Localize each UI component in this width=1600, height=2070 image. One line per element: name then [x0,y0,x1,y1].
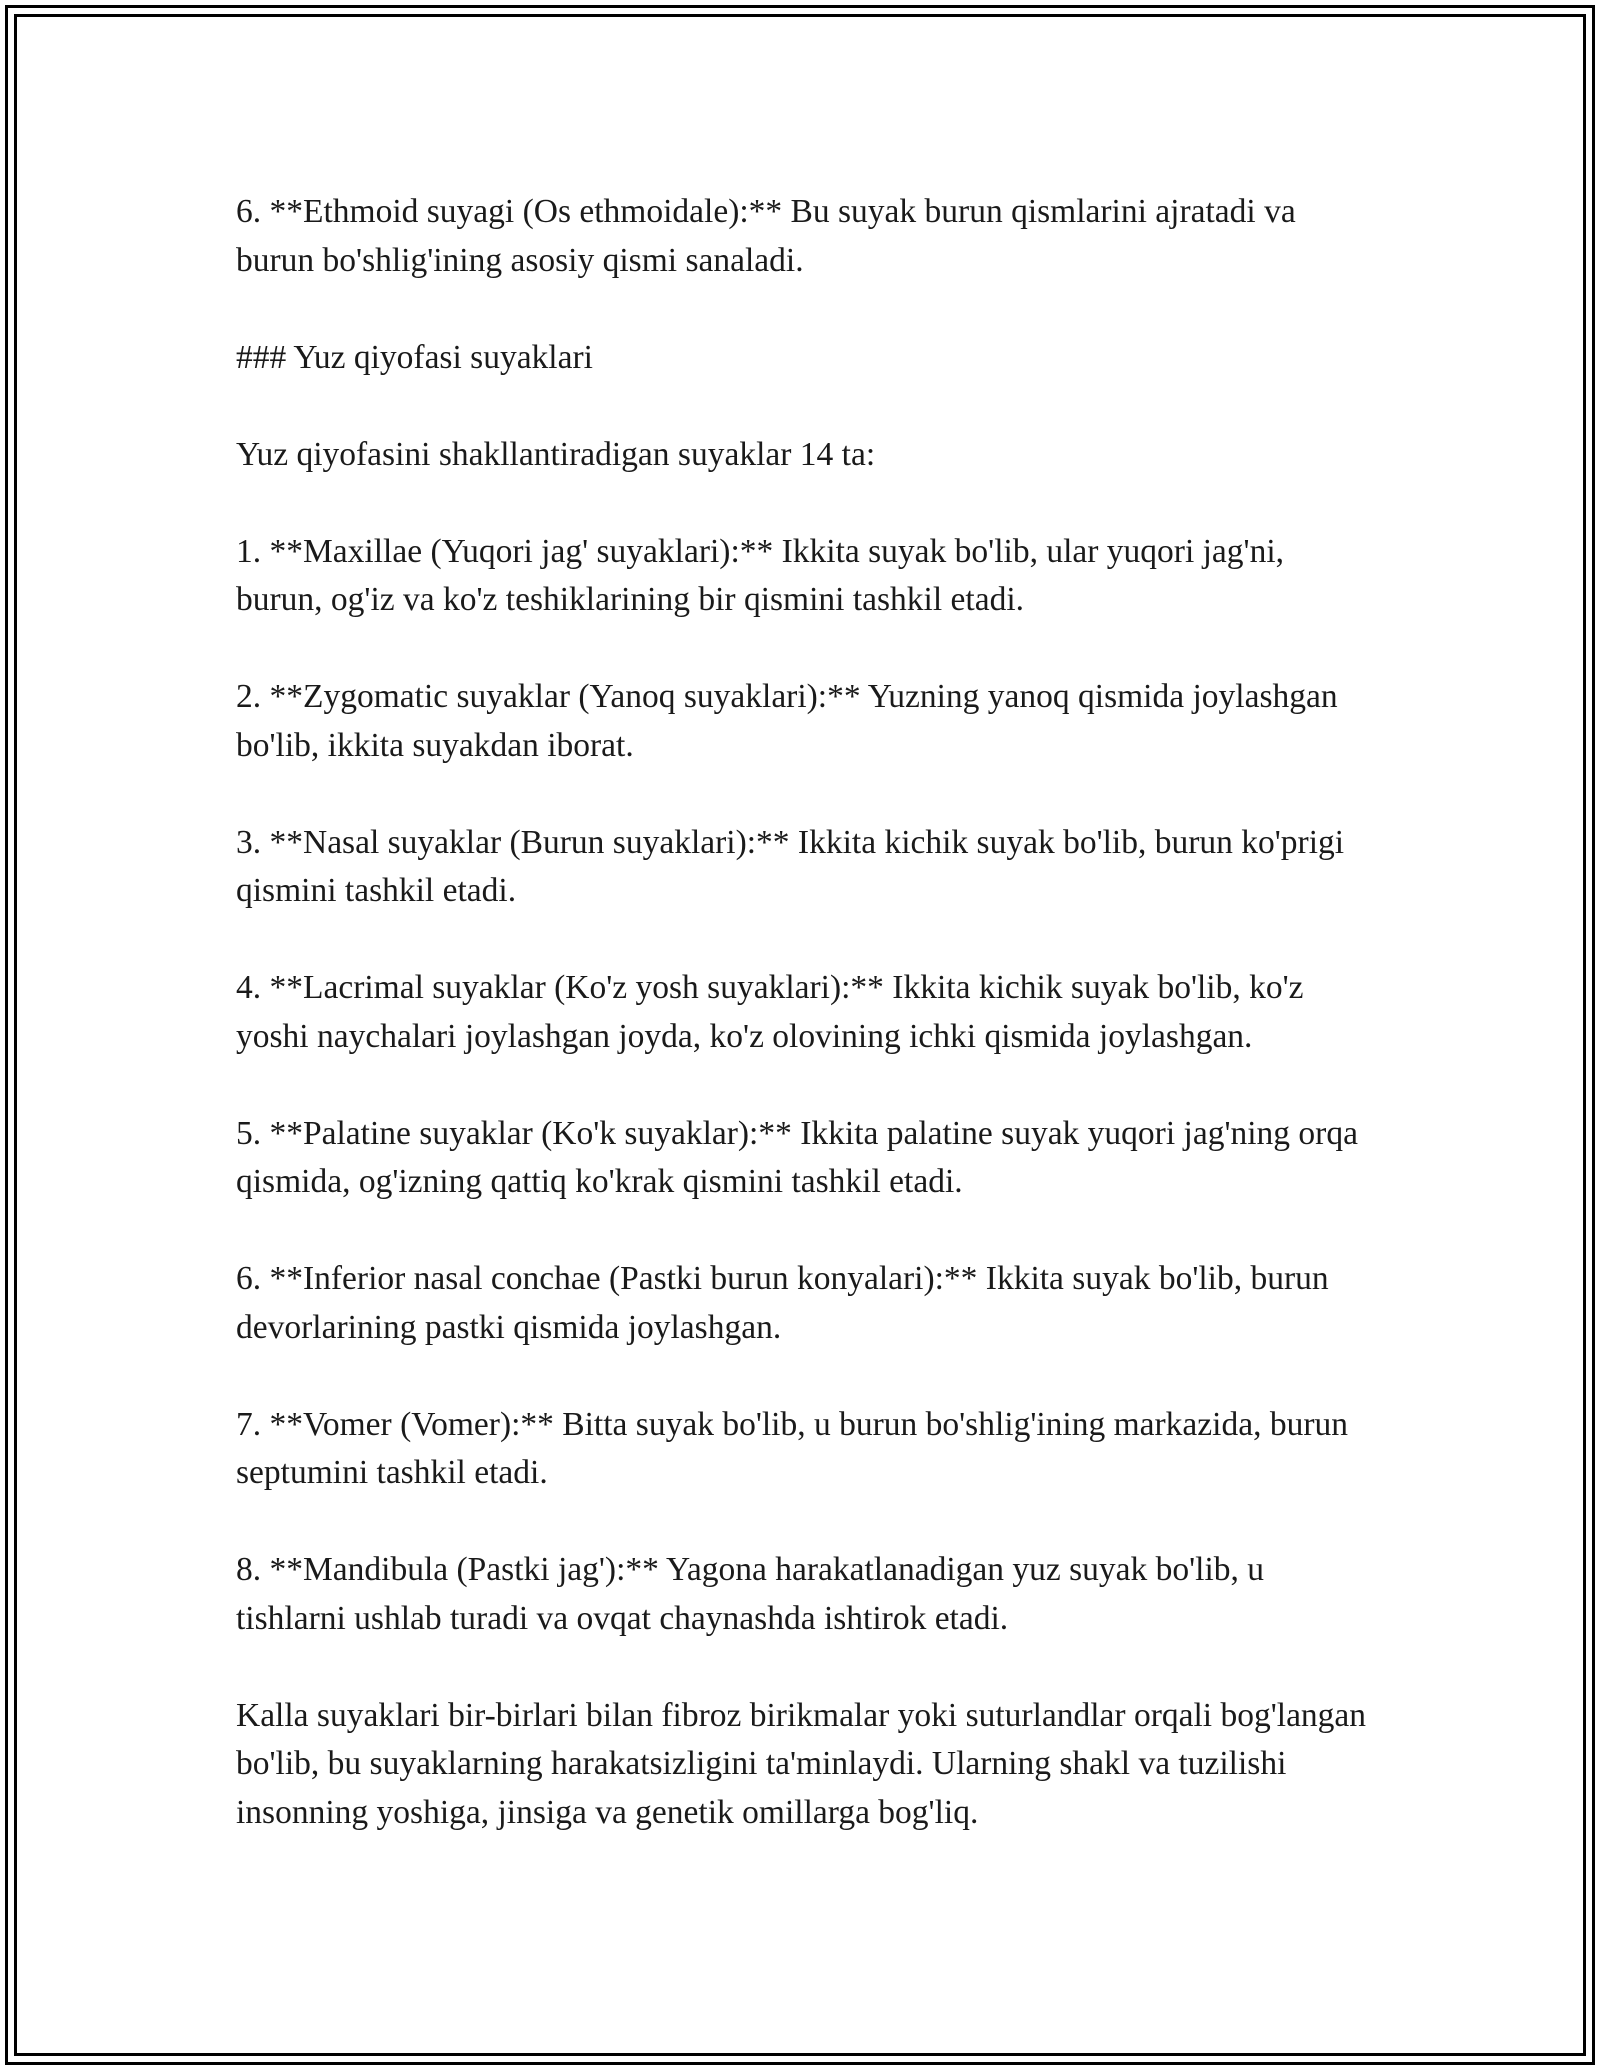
document-body [236,188,1376,1837]
paragraph-intro: Yuz qiyofasini shakllantiradigan suyaklar 14 ta: [236,435,876,473]
list-item-nasal: 3. **Nasal suyaklar (Burun suyaklari):** Ikkita kichik suyak bo'lib, burun ko'prigi qismini tashkil etadi. [236,823,1345,909]
paragraph-ethmoid: 6. **Ethmoid suyagi (Os ethmoidale):** Bu suyak burun qismlarini ajratadi va burun bo'shlig'ining asosiy qismi sanaladi. [236,193,1296,279]
list-item-palatine: 5. **Palatine suyaklar (Ko'k suyaklar):** Ikkita palatine suyak yuqori jag'ning orqa qismida, og'izning qattiq ko'krak qismini tashkil etadi. [236,1114,1358,1200]
list-item-maxillae: 1. **Maxillae (Yuqori jag' suyaklari):** Ikkita suyak bo'lib, ular yuqori jag'ni, burun, og'iz va ko'z teshiklarining bir qismini tashkil etadi. [236,532,1285,618]
section-heading: ### Yuz qiyofasi suyaklari [236,338,593,376]
list-item-inferior-nasal-conchae: 6. **Inferior nasal conchae (Pastki burun konyalari):** Ikkita suyak bo'lib, burun devorlarining pastki qismida joylashgan. [236,1260,1329,1346]
list-item-zygomatic: 2. **Zygomatic suyaklar (Yanoq suyaklari):** Yuzning yanoq qismida joylashgan bo'lib, ikkita suyakdan iborat. [236,678,1338,764]
paragraph-conclusion: Kalla suyaklari bir-birlari bilan fibroz birikmalar yoki suturlandlar orqali bog'langan bo'lib, bu suyaklarning harakatsizligini ta'minlaydi. Ularning shakl va tuzilishi insonning yoshiga, jinsiga va genetik omillarga bog'liq. [236,1696,1367,1831]
list-item-mandibula: 8. **Mandibula (Pastki jag'):** Yagona harakatlanadigan yuz suyak bo'lib, u tishlarni ushlab turadi va ovqat chaynashda ishtirok etadi. [236,1551,1265,1637]
list-item-vomer: 7. **Vomer (Vomer):** Bitta suyak bo'lib, u burun bo'shlig'ining markazida, burun septumini tashkil etadi. [236,1405,1348,1491]
list-item-lacrimal: 4. **Lacrimal suyaklar (Ko'z yosh suyaklari):** Ikkita kichik suyak bo'lib, ko'z yoshi naychalari joylashgan joyda, ko'z olovining ichki qismida joylashgan. [236,969,1304,1055]
